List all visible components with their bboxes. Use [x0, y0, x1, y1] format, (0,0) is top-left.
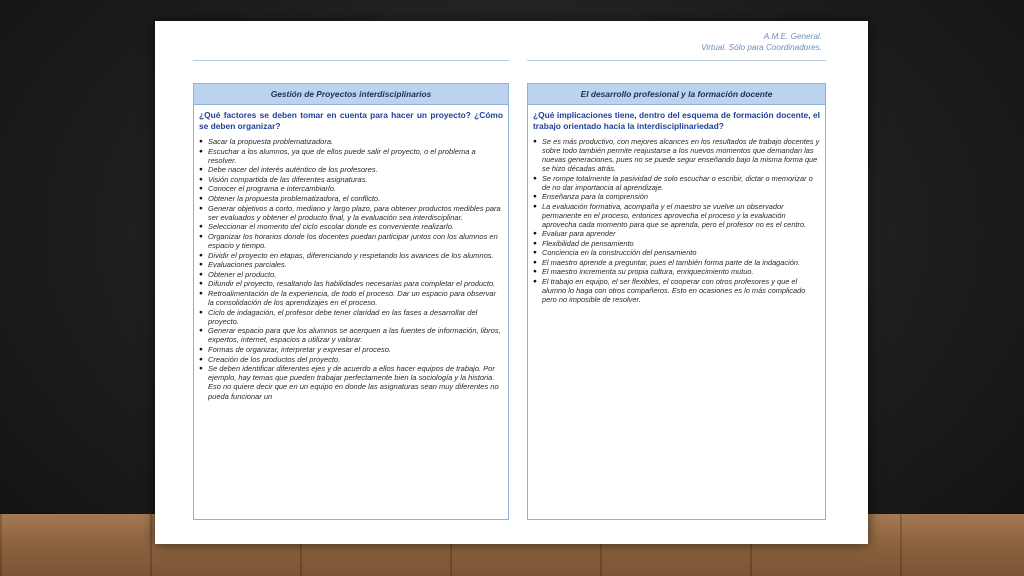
list-item — [199, 270, 503, 279]
bullet-icon: ● — [199, 251, 203, 259]
list-item — [199, 260, 503, 269]
bullet-icon: ● — [199, 327, 203, 335]
list-item — [533, 192, 820, 201]
bullet-icon: ● — [199, 175, 203, 183]
right-column-title: El desarrollo profesional y la formación docente — [528, 84, 825, 105]
list-item — [199, 222, 503, 231]
list-item — [533, 174, 820, 192]
list-item-text: Retroalimentación de la experiencia, de todo el proceso. Dar un espacio para observar la consolidación de los aprendizajes en el proceso. — [208, 289, 497, 308]
bullet-icon: ● — [533, 268, 537, 275]
list-item — [199, 147, 503, 165]
list-item-text: Conocer el programa e intercambiarlo. — [208, 184, 336, 194]
list-item — [199, 308, 503, 326]
header-rule-left — [193, 60, 509, 61]
bullet-icon: ● — [199, 290, 203, 297]
bullet-icon: ● — [533, 239, 537, 247]
list-item-text: La evaluación formativa, acompaña y el maestro se vuelve un observador permanente en el proceso, entonces aprovecha el proceso y la evaluación aprovecha cada momento para que se aprenda, pero el profesor no es el centro. — [542, 201, 807, 229]
slide-page — [155, 21, 868, 544]
list-item — [199, 364, 503, 400]
list-item — [533, 248, 820, 257]
list-item — [533, 137, 820, 173]
list-item-text: Sacar la propuesta problematizadora. — [208, 137, 334, 146]
list-item-text: Visión compartida de las diferentes asignaturas. — [208, 174, 368, 184]
bullet-icon: ● — [533, 174, 537, 182]
list-item-text: Generar objetivos a corto, mediano y largo plazo, para obtener productos medibles para ser evaluados y obtener el producto final, y la evaluación sea interdisciplinar. — [208, 203, 501, 222]
list-item-text: Debe nacer del interés auténtico de los profesores. — [208, 165, 378, 175]
list-item — [533, 229, 820, 238]
bullet-icon: ● — [533, 230, 537, 237]
header-line-1: A.M.E. General. — [763, 32, 822, 41]
right-column-list — [528, 137, 825, 304]
left-column-box — [193, 83, 509, 520]
list-item — [199, 289, 503, 307]
list-item-text: Creación de los productos del proyecto. — [208, 354, 341, 364]
list-item-text: Generar espacio para que los alumnos se acerquen a las fuentes de información, libros, expertos, internet, espacios a utilizar y valorar. — [208, 326, 501, 345]
right-column-question: ¿Qué implicaciones tiene, dentro del esquema de formación docente, el trabajo orientado hacia la interdisciplinariedad? — [533, 110, 820, 131]
list-item — [199, 251, 503, 260]
bullet-icon: ● — [199, 270, 203, 278]
list-item-text: Escuchar a los alumnos, ya que de ellos puede salir el proyecto, o el problema a resolver. — [208, 146, 476, 165]
left-column-title: Gestión de Proyectos interdisciplinarios — [194, 84, 508, 105]
list-item — [533, 277, 820, 304]
list-item-text: Obtener la propuesta problematizadora, el conflicto. — [208, 194, 381, 204]
bullet-icon: ● — [199, 346, 203, 354]
list-item-text: El maestro incrementa su propia cultura, enriquecimiento mutuo. — [542, 267, 754, 276]
bullet-icon: ● — [533, 249, 537, 256]
bullet-icon: ● — [199, 232, 203, 240]
bullet-icon: ● — [199, 365, 203, 373]
bullet-icon: ● — [199, 147, 203, 155]
left-column-question: ¿Qué factores se deben tomar en cuenta para hacer un proyecto? ¿Cómo se deben organizar? — [199, 110, 503, 131]
list-item-text: Organizar los horarios donde los docentes puedan participar juntos con los alumnos en espacio y tiempo. — [208, 231, 498, 251]
list-item-text: Ciclo de indagación, el profesor debe tener claridad en las fases a desarrollar del proyecto. — [208, 307, 478, 326]
list-item — [199, 175, 503, 184]
list-item-text: Se es más productivo, con mejores alcances en los resultados de trabajo docentes y sobre todo también permite reajustarse a los nuevos momentos que demandan las nuevas generaciones, pues no se puede segur enseñando bajo la misma forma que se hizo décadas atrás. — [542, 137, 820, 173]
list-item-text: Se rompe totalmente la pasividad de solo escuchar o escribir, dictar o memorizar o de no dar importancia al aprendizaje. — [542, 173, 813, 192]
list-item — [199, 137, 503, 146]
bullet-icon: ● — [199, 261, 203, 269]
right-column-box — [527, 83, 826, 520]
bullet-icon: ● — [199, 355, 203, 363]
bullet-icon: ● — [199, 223, 203, 231]
list-item-text: Enseñanza para la comprensión — [542, 192, 648, 201]
list-item — [533, 239, 820, 248]
list-item — [533, 258, 820, 267]
list-item — [199, 165, 503, 174]
bullet-icon: ● — [533, 202, 537, 210]
page-header — [701, 31, 822, 53]
list-item — [533, 267, 820, 276]
list-item-text: Evaluaciones parciales. — [208, 260, 287, 270]
bullet-icon: ● — [533, 138, 537, 145]
list-item — [199, 326, 503, 344]
bullet-icon: ● — [199, 195, 203, 203]
list-item-text: El trabajo en equipo, el ser flexibles, el cooperar con otros profesores y que el alumno lo haga con otros compañeros. Esto en ocasiones es lo más complicado pero no imposible de resolver. — [542, 276, 806, 304]
bullet-icon: ● — [199, 138, 203, 145]
header-line-2: Virtual. Sólo para Coordinadores. — [701, 43, 822, 52]
list-item-text: Formas de organizar, interpretar y expresar el proceso. — [208, 345, 391, 355]
list-item — [533, 202, 820, 229]
list-item — [199, 355, 503, 364]
list-item-text: Evaluar para aprender — [542, 229, 616, 238]
list-item-text: El maestro aprende a preguntar, pues el también forma parte de la indagación. — [542, 257, 801, 267]
bullet-icon: ● — [533, 277, 537, 285]
list-item-text: Seleccionar el momento del ciclo escolar donde es conveniente realizarlo. — [208, 222, 454, 232]
list-item — [199, 194, 503, 203]
list-item-text: Se deben identificar diferentes ejes y de acuerdo a ellos hacer equipos de trabajo. Por ejemplo, hay temas que pueden trabajar perfectamente bien la sociología y la historia. Eso no quiere decir que en un equipo en donde las asignaturas sean muy diferentes no pueda funcionar un — [208, 364, 499, 401]
list-item — [199, 232, 503, 250]
list-item-text: Dividir el proyecto en etapas, diferenciando y respetando los avances de los alumnos. — [208, 250, 494, 260]
bullet-icon: ● — [533, 193, 537, 200]
list-item — [199, 184, 503, 193]
list-item-text: Obtener el producto. — [208, 269, 277, 279]
list-item — [199, 345, 503, 354]
left-column-list — [194, 137, 508, 401]
list-item-text: Difundir el proyecto, resaltando las habilidades necesarias para completar el producto. — [208, 279, 496, 289]
list-item — [199, 204, 503, 222]
bullet-icon: ● — [199, 185, 203, 193]
list-item-text: Conciencia en la construcción del pensamiento — [542, 248, 697, 257]
list-item — [199, 279, 503, 288]
bullet-icon: ● — [199, 204, 203, 212]
list-item-text: Flexibilidad de pensamiento — [542, 238, 634, 248]
header-rule-right — [527, 60, 826, 61]
bullet-icon: ● — [199, 166, 203, 174]
bullet-icon: ● — [199, 280, 203, 288]
bullet-icon: ● — [199, 308, 203, 316]
bullet-icon: ● — [533, 258, 537, 266]
